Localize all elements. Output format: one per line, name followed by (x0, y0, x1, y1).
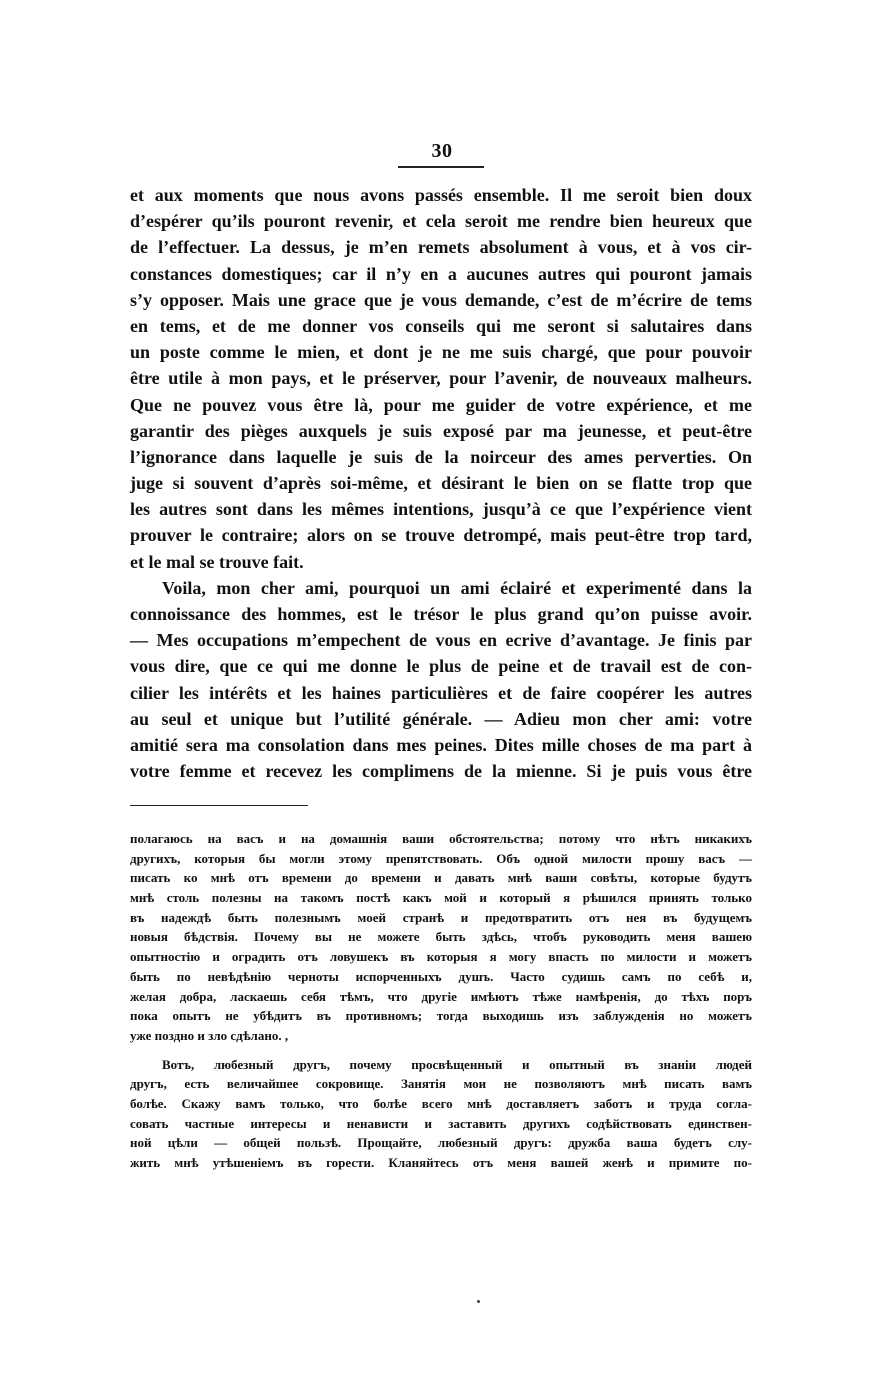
main-text-line: cilier les intérêts et les haines particulières et de faire coopérer les autres (130, 682, 752, 703)
main-text-line: et le mal se trouve fait. (130, 551, 304, 572)
footnote-line: желая добра, ласкаешь себя тѣмъ, что другіе имѣютъ тѣже намѣренія, до тѣхъ поръ (130, 988, 752, 1004)
main-text-line: en tems, et de me donner vos conseils qui me seront si salutaires dans (130, 315, 752, 336)
main-text-line: être utile à mon pays, et le préserver, pour l’avenir, de nouveaux malheurs. (130, 368, 752, 389)
footnote-line: новыя бѣдствія. Почему вы не можете быть здѣсь, чтобъ руководить меня вашею (130, 929, 752, 945)
footnote-separator (130, 805, 308, 806)
footnote-translation (130, 829, 752, 1173)
main-text-line: s’y opposer. Mais une grace que je vous demande, c’est de m’écrire de tems (130, 289, 752, 310)
footnote-line: полагаюсь на васъ и на домашнія ваши обстоятельства; потому что нѣтъ никакихъ (130, 831, 752, 846)
main-text-line: prouver le contraire; alors on se trouve detrompé, mais peut-être trop tard, (130, 525, 752, 546)
paragraph-gap (130, 1046, 752, 1055)
footnote-line: писать ко мнѣ отъ времени до времени и давать мнѣ ваши совѣты, которые будутъ (130, 870, 752, 886)
footnote-line: жить мнѣ утѣшеніемъ въ горести. Кланяйтесь отъ меня вашей женѣ и примите по- (130, 1155, 752, 1170)
main-text-line: Que ne pouvez vous être là, pour me guider de votre expérience, et me (130, 394, 752, 415)
main-text-line: Voila, mon cher ami, pourquoi un ami éclairé et experimenté dans la (162, 577, 752, 598)
footnote-line: пока опытъ не убѣдитъ въ противномъ; тогда выходишь изъ заблужденія но можетъ (130, 1008, 752, 1024)
footnote-line: ной цѣли — общей пользѣ. Прощайте, любезный другъ: дружба ваша будетъ слу- (130, 1135, 752, 1151)
footnote-line: другъ, есть величайшее сокровище. Занятія мои не позволяютъ мнѣ писать вамъ (130, 1076, 752, 1092)
footnote-line: опытностію и оградить отъ ловушекъ въ которыя я могу впасть по милости и можетъ (130, 949, 752, 965)
main-text-line: juge si souvent d’après soi-même, et désirant le bien on se flatte trop que (130, 473, 752, 494)
main-text-line: vous dire, que ce qui me donne le plus de peine et de travail est de con- (130, 656, 752, 677)
footnote-line: болѣе. Скажу вамъ только, что болѣе всего мнѣ доставляетъ заботъ и труда согла- (130, 1095, 752, 1111)
main-text-line: — Mes occupations m’empechent de vous en ecrive d’avantage. Je finis par (130, 630, 752, 651)
main-text-line: les autres sont dans les mêmes intentions, jusqu’à ce que l’expérience vient (130, 499, 752, 520)
main-text-line: garantir des pièges auxquels je suis exposé par ma jeunesse, et peut-être (130, 420, 752, 441)
main-text-line: un poste comme le mien, et dont je ne me suis chargé, que pour pouvoir (130, 342, 752, 363)
main-text-line: au seul et unique but l’utilité générale. — Adieu mon cher ami: votre (130, 708, 752, 729)
print-speck (477, 1300, 480, 1303)
footnote-line: Вотъ, любезный другъ, почему просвѣщенный и опытный въ знаніи людей (162, 1056, 752, 1072)
main-text-line: votre femme et recevez les complimens de la mienne. Si je puis vous être (130, 761, 752, 782)
footnote-line: совать частные интересы и ненависти и заставить другихъ содѣйствовать единствен- (130, 1115, 752, 1131)
main-text-line: de l’effectuer. La dessus, je m’en remets absolument à vous, et à vos cir- (130, 237, 752, 258)
main-text-line: amitié sera ma consolation dans mes peines. Dites mille choses de ma part à (130, 734, 752, 755)
footnote-line: другихъ, которыя бы могли этому препятствовать. Объ одной милости прошу васъ — (130, 850, 752, 866)
footnote-line: быть по невѣдѣнію черноты испорченныхъ душъ. Часто судишь самъ по себѣ и, (130, 968, 752, 984)
page-number: 30 (431, 140, 453, 162)
main-text-block (130, 182, 752, 784)
page-number-rule (398, 166, 484, 168)
footnote-line: мнѣ столь полезны на такомъ постѣ какъ мой и который я рѣшился принять только (130, 890, 752, 906)
main-text-line: d’espérer qu’ils pouront revenir, et cela seroit me rendre bien heureux que (130, 211, 752, 232)
main-text-line: connoissance des hommes, est le trésor le plus grand qu’on puisse avoir. (130, 604, 752, 624)
main-text-line: et aux moments que nous avons passés ensemble. Il me seroit bien doux (130, 185, 752, 205)
main-text-line: constances domestiques; car il n’y en a aucunes autres qui pouront jamais (130, 263, 752, 284)
footnote-line: уже поздно и зло сдѣлано. , (130, 1027, 289, 1043)
footnote-line: въ надеждѣ быть полезнымъ моей странѣ и предотвратить отъ нея въ будущемъ (130, 909, 752, 925)
main-text-line: l’ignorance dans laquelle je suis de la noirceur des ames perverties. On (130, 446, 752, 467)
